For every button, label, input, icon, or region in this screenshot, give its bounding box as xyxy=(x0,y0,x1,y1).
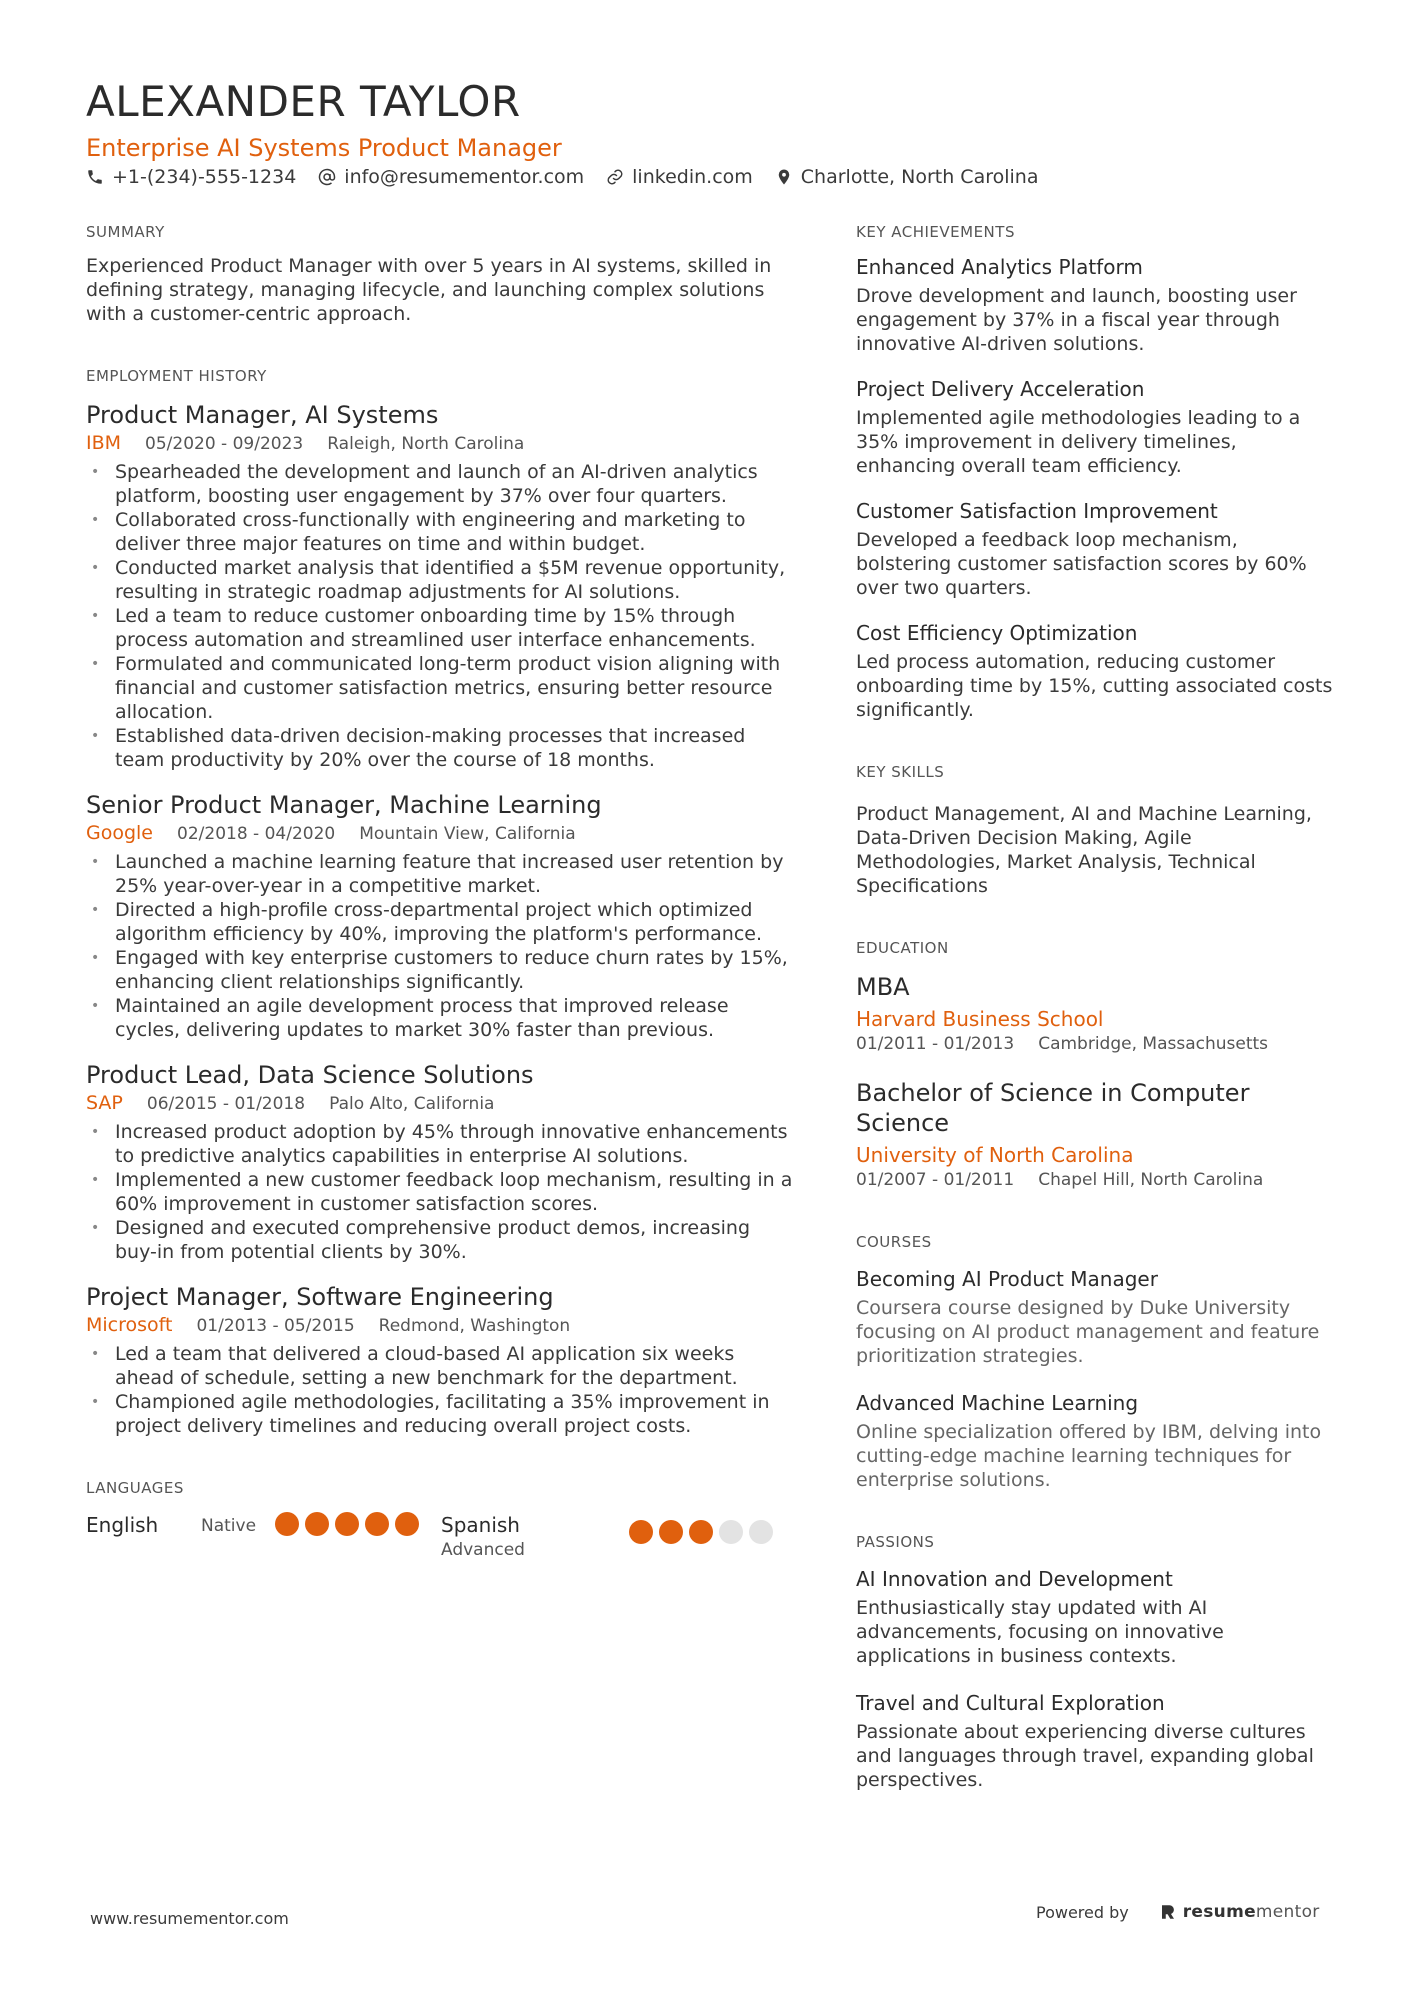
language-level: Advanced xyxy=(441,1540,525,1560)
footer-brand xyxy=(1036,1902,1320,1922)
achievement-title: Enhanced Analytics Platform xyxy=(856,255,1143,279)
education-location: Chapel Hill, North Carolina xyxy=(1038,1170,1264,1190)
bullet-item: • Led a team that delivered a cloud-based AI application six weeks ahead of schedule, setting a new benchmark for the department. xyxy=(86,1342,796,1390)
candidate-name: ALEXANDER TAYLOR xyxy=(86,77,521,126)
section-title: EMPLOYMENT HISTORY xyxy=(86,367,267,385)
bullet-item: • Implemented a new customer feedback loop mechanism, resulting in a 60% improvement in customer satisfaction scores. xyxy=(86,1168,796,1216)
section-title: SUMMARY xyxy=(86,223,165,241)
brand-name-light: mentor xyxy=(1255,1902,1320,1922)
brand-name-bold: resume xyxy=(1182,1902,1256,1922)
rating-dot-filled xyxy=(275,1512,299,1536)
education-school: University of North Carolina xyxy=(856,1143,1134,1167)
education-list xyxy=(856,972,1336,1192)
skills-section xyxy=(856,762,1336,898)
job-meta xyxy=(86,821,796,846)
rating-dot-filled xyxy=(659,1520,683,1544)
section-title: LANGUAGES xyxy=(86,1479,184,1497)
location-pin-icon xyxy=(775,168,793,186)
achievement-item xyxy=(856,376,1336,478)
contact-phone xyxy=(86,165,296,189)
bullet-item: • Directed a high-profile cross-departmental project which optimized algorithm efficiency by 40%, improving the platform's performance. xyxy=(86,898,796,946)
course-list xyxy=(856,1266,1336,1492)
job-entry xyxy=(86,1282,796,1438)
language-list xyxy=(86,1512,796,1562)
job-title: Product Lead, Data Science Solutions xyxy=(86,1061,534,1089)
bullet-item: • Formulated and communicated long-term product vision aligning with financial and customer satisfaction metrics, ensuring better resource allocation. xyxy=(86,652,796,724)
linkedin-text: linkedin.com xyxy=(632,166,753,188)
bullet-item: • Engaged with key enterprise customers to reduce churn rates by 15%, enhancing client relationships significantly. xyxy=(86,946,796,994)
rating-dot-filled xyxy=(395,1512,419,1536)
passion-title: Travel and Cultural Exploration xyxy=(856,1691,1165,1715)
job-meta xyxy=(86,1313,796,1338)
education-degree: MBA xyxy=(856,973,910,1001)
education-meta xyxy=(856,1032,1336,1056)
at-sign-icon xyxy=(318,168,336,186)
bullet-item: • Increased product adoption by 45% through innovative enhancements to predictive analytics capabilities in enterprise AI solutions. xyxy=(86,1120,796,1168)
job-dates: 06/2015 - 01/2018 xyxy=(146,1094,306,1114)
right-column xyxy=(856,222,1336,1792)
job-title: Project Manager, Software Engineering xyxy=(86,1283,554,1311)
section-title: KEY SKILLS xyxy=(856,763,945,781)
section-title: KEY ACHIEVEMENTS xyxy=(856,223,1015,241)
bullet-item: • Maintained an agile development process that improved release cycles, delivering updates to market 30% faster than previous. xyxy=(86,994,796,1042)
achievement-title: Cost Efficiency Optimization xyxy=(856,621,1138,645)
passion-title: AI Innovation and Development xyxy=(856,1567,1173,1591)
education-school: Harvard Business School xyxy=(856,1007,1104,1031)
achievement-list xyxy=(856,254,1336,722)
education-item xyxy=(856,972,1336,1056)
contact-linkedin[interactable] xyxy=(606,165,753,189)
course-title: Advanced Machine Learning xyxy=(856,1391,1139,1415)
language-rating xyxy=(629,1520,779,1544)
bullet-item: • Spearheaded the development and launch of an AI-driven analytics platform, boosting user engagement by 37% over four quarters. xyxy=(86,460,796,508)
job-company: IBM xyxy=(86,432,122,454)
achievement-desc: Drove development and launch, boosting user engagement by 37% in a fiscal year through innovative AI-driven solutions. xyxy=(856,285,1297,355)
job-bullets xyxy=(86,460,796,772)
rating-dot-filled xyxy=(335,1512,359,1536)
rating-dot-filled xyxy=(365,1512,389,1536)
employment-section xyxy=(86,366,796,1438)
language-rating xyxy=(275,1512,425,1536)
passion-item xyxy=(856,1690,1336,1792)
job-title: Senior Product Manager, Machine Learning xyxy=(86,791,602,819)
resumementor-logo-icon xyxy=(1159,1903,1177,1921)
languages-section xyxy=(86,1478,796,1562)
link-icon xyxy=(606,168,624,186)
passion-desc: Enthusiastically stay updated with AI advancements, focusing on innovative applications in business contexts. xyxy=(856,1597,1224,1667)
education-dates: 01/2007 - 01/2011 xyxy=(856,1170,1015,1190)
contact-email[interactable] xyxy=(318,165,584,189)
section-title: PASSIONS xyxy=(856,1533,935,1551)
location-text: Charlotte, North Carolina xyxy=(800,166,1039,188)
achievement-desc: Developed a feedback loop mechanism, bolstering customer satisfaction scores by 60% over two quarters. xyxy=(856,529,1307,599)
achievement-desc: Led process automation, reducing customer onboarding time by 15%, cutting associated costs significantly. xyxy=(856,651,1333,721)
job-location: Raleigh, North Carolina xyxy=(327,434,525,454)
education-item xyxy=(856,1078,1336,1192)
course-desc: Online specialization offered by IBM, delving into cutting-edge machine learning techniques for enterprise solutions. xyxy=(856,1421,1322,1491)
job-location: Palo Alto, California xyxy=(329,1094,495,1114)
job-dates: 02/2018 - 04/2020 xyxy=(177,824,336,844)
phone-text: +1-(234)-555-1234 xyxy=(112,166,297,188)
rating-dot-filled xyxy=(305,1512,329,1536)
footer-website[interactable]: www.resumementor.com xyxy=(90,1909,289,1928)
contact-bar xyxy=(86,165,1060,189)
job-dates: 01/2013 - 05/2015 xyxy=(196,1316,355,1336)
left-column xyxy=(86,222,796,1562)
passion-desc: Passionate about experiencing diverse cultures and languages through travel, expanding global perspectives. xyxy=(856,1721,1314,1791)
job-entry xyxy=(86,790,796,1042)
achievement-title: Project Delivery Acceleration xyxy=(856,377,1145,401)
phone-icon xyxy=(86,168,104,186)
education-meta xyxy=(856,1168,1336,1192)
rating-dot-filled xyxy=(629,1520,653,1544)
job-bullets xyxy=(86,1120,796,1264)
job-bullets xyxy=(86,850,796,1042)
job-meta xyxy=(86,1091,796,1116)
rating-dot-filled xyxy=(689,1520,713,1544)
rating-dot-empty xyxy=(719,1520,743,1544)
passion-item xyxy=(856,1566,1336,1668)
education-section xyxy=(856,938,1336,1192)
bullet-item: • Led a team to reduce customer onboarding time by 15% through process automation and streamlined user interface enhancements. xyxy=(86,604,796,652)
language-name: Spanish xyxy=(441,1513,520,1537)
job-list xyxy=(86,400,796,1438)
language-name: English xyxy=(86,1513,159,1537)
course-item xyxy=(856,1390,1336,1492)
bullet-item: • Established data-driven decision-making processes that increased team productivity by 20% over the course of 18 months. xyxy=(86,724,796,772)
job-meta xyxy=(86,431,796,456)
summary-text: Experienced Product Manager with over 5 years in AI systems, skilled in defining strategy, managing lifecycle, and launching complex solutions with a customer-centric approach. xyxy=(86,255,772,325)
education-degree: Bachelor of Science in Computer Science xyxy=(856,1079,1250,1137)
bullet-item: • Designed and executed comprehensive product demos, increasing buy-in from potential clients by 30%. xyxy=(86,1216,796,1264)
language-item xyxy=(441,1512,796,1562)
language-item xyxy=(86,1512,441,1538)
section-title: COURSES xyxy=(856,1233,932,1251)
contact-location xyxy=(775,165,1039,189)
achievement-desc: Implemented agile methodologies leading to a 35% improvement in delivery timelines, enhancing overall team efficiency. xyxy=(856,407,1301,477)
passion-list xyxy=(856,1566,1336,1792)
course-item xyxy=(856,1266,1336,1368)
achievement-title: Customer Satisfaction Improvement xyxy=(856,499,1218,523)
language-level: Native xyxy=(201,1516,257,1536)
rating-dot-empty xyxy=(749,1520,773,1544)
bullet-item: • Conducted market analysis that identified a $5M revenue opportunity, resulting in strategic roadmap adjustments for AI solutions. xyxy=(86,556,796,604)
job-company: Microsoft xyxy=(86,1314,173,1336)
courses-section xyxy=(856,1232,1336,1492)
bullet-item: • Championed agile methodologies, facilitating a 35% improvement in project delivery timelines and reducing overall project costs. xyxy=(86,1390,796,1438)
bullet-item: • Collaborated cross-functionally with engineering and marketing to deliver three major features on time and within budget. xyxy=(86,508,796,556)
achievements-section xyxy=(856,222,1336,722)
powered-by-label: Powered by xyxy=(1036,1902,1129,1922)
job-company: SAP xyxy=(86,1092,123,1114)
achievement-item xyxy=(856,620,1336,722)
email-text: info@resumementor.com xyxy=(344,166,585,188)
passions-section xyxy=(856,1532,1336,1792)
job-location: Mountain View, California xyxy=(359,824,576,844)
skills-text: Product Management, AI and Machine Learning, Data-Driven Decision Making, Agile Methodologies, Market Analysis, Technical Specifications xyxy=(856,803,1312,897)
education-dates: 01/2011 - 01/2013 xyxy=(856,1034,1015,1054)
summary-section xyxy=(86,222,796,326)
education-location: Cambridge, Massachusetts xyxy=(1038,1034,1269,1054)
brand-logo[interactable] xyxy=(1159,1902,1320,1922)
achievement-item xyxy=(856,498,1336,600)
bullet-item: • Launched a machine learning feature that increased user retention by 25% year-over-year in a competitive market. xyxy=(86,850,796,898)
achievement-item xyxy=(856,254,1336,356)
candidate-role: Enterprise AI Systems Product Manager xyxy=(86,134,562,162)
job-entry xyxy=(86,1060,796,1264)
course-desc: Coursera course designed by Duke University focusing on AI product management and feature prioritization strategies. xyxy=(856,1297,1320,1367)
job-dates: 05/2020 - 09/2023 xyxy=(145,434,304,454)
job-entry xyxy=(86,400,796,772)
job-bullets xyxy=(86,1342,796,1438)
course-title: Becoming AI Product Manager xyxy=(856,1267,1158,1291)
job-company: Google xyxy=(86,822,154,844)
section-title: EDUCATION xyxy=(856,939,949,957)
job-location: Redmond, Washington xyxy=(378,1316,571,1336)
job-title: Product Manager, AI Systems xyxy=(86,401,439,429)
